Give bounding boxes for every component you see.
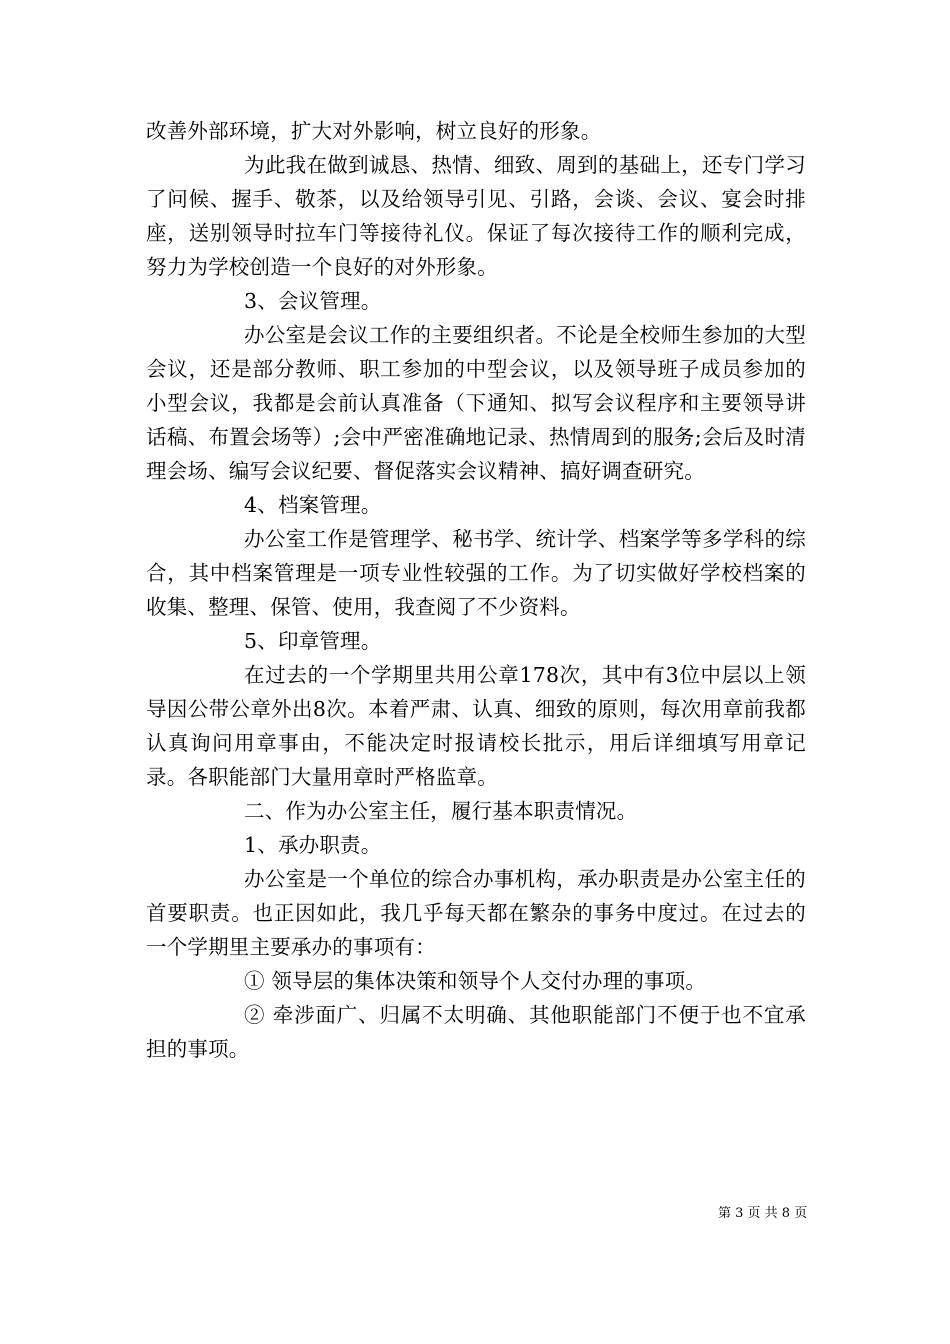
page-number-footer: 第 3 页 共 8 页 xyxy=(718,1206,808,1221)
list-item-1: ① 领导层的集体决策和领导个人交付办理的事项。 xyxy=(244,969,707,993)
paragraph-meeting-management: 办公室是会议工作的主要组织者。不论是全校师生参加的大型会议，还是部分教师、职工参加的中型会议，以及领导班子成员参加的小型会议，我都是会前认真准备（下通知、拟写会议程序和主要领导讲话稿、布置会场等）;会中严密准确地记录、热情周到的服务;会后及时清理会场、编写会议纪要、督促落实会议精神、搞好调查研究。 xyxy=(146,323,806,483)
list-item-2: ② 牵涉面广、归属不太明确、其他职能部门不便于也不宜承担的事项。 xyxy=(146,1003,806,1061)
paragraph-archive-management: 办公室工作是管理学、秘书学、统计学、档案学等多学科的综合，其中档案管理是一项专业性较强的工作。为了切实做好学校档案的收集、整理、保管、使用，我查阅了不少资料。 xyxy=(146,527,806,619)
heading-archive-management: 4、档案管理。 xyxy=(244,493,382,517)
heading-seal-management: 5、印章管理。 xyxy=(244,629,382,653)
paragraph-undertaking-duties: 办公室是一个单位的综合办事机构，承办职责是办公室主任的首要职责。也正因如此，我几乎每天都在繁杂的事务中度过。在过去的一个学期里主要承办的事项有： xyxy=(146,867,806,959)
paragraph-seal-management: 在过去的一个学期里共用公章178次，其中有3位中层以上领导因公带公章外出8次。本着严肃、认真、细致的原则，每次用章前我都认真询问用章事由，不能决定时报请校长批示，用后详细填写用章记录。各职能部门大量用章时严格监章。 xyxy=(146,663,806,789)
paragraph-reception-etiquette: 为此我在做到诚恳、热情、细致、周到的基础上，还专门学习了问候、握手、敬茶，以及给领导引见、引路，会谈、会议、宴会时排座，送别领导时拉车门等接待礼仪。保证了每次接待工作的顺利完成，努力为学校创造一个良好的对外形象。 xyxy=(146,153,806,279)
heading-undertaking-duties: 1、承办职责。 xyxy=(244,833,382,857)
document-body xyxy=(146,114,806,1066)
heading-basic-duties: 二、作为办公室主任，履行基本职责情况。 xyxy=(244,799,638,823)
paragraph-external-image: 改善外部环境，扩大对外影响，树立良好的形象。 xyxy=(146,119,602,143)
heading-meeting-management: 3、会议管理。 xyxy=(244,289,382,313)
